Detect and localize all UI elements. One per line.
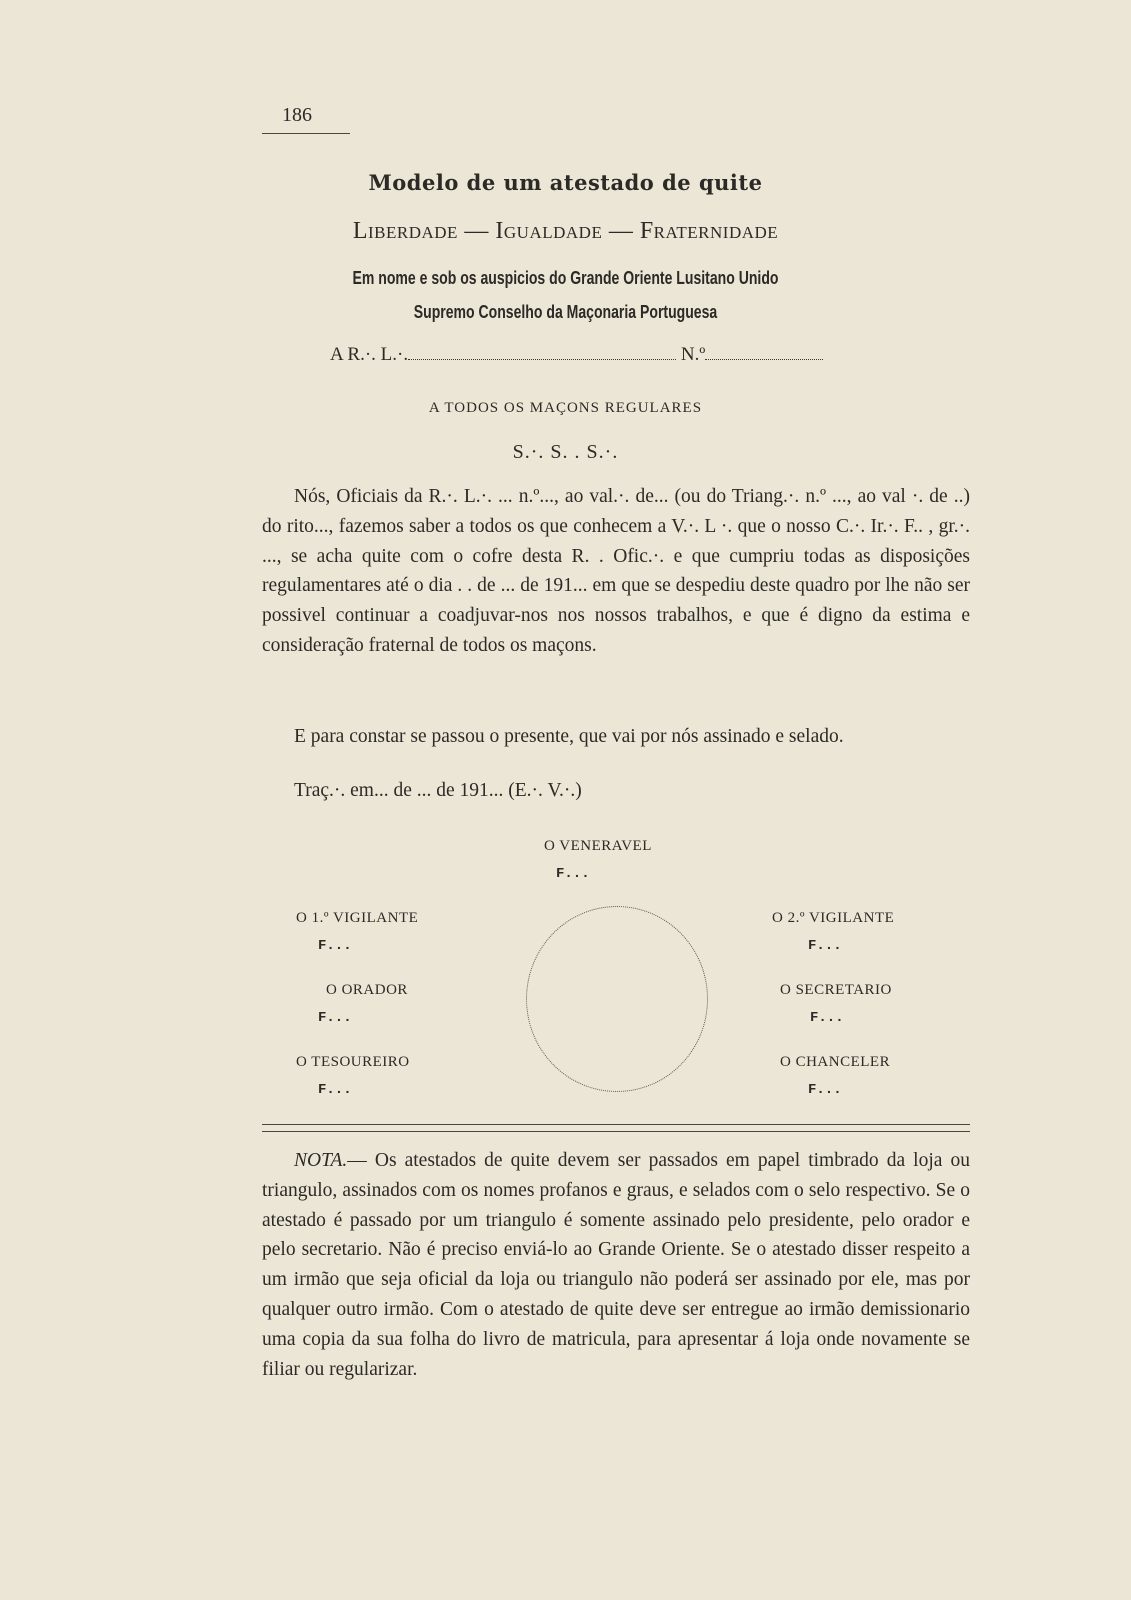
greeting: S.·. S. . S.·. (512, 441, 619, 463)
orator-role: O ORADOR (326, 982, 408, 998)
first-warden-name: F... (318, 938, 352, 954)
secretary-role: O SECRETARIO (780, 982, 892, 998)
second-warden-role: O 2.º VIGILANTE (772, 910, 895, 926)
lodge-number-blank (705, 345, 823, 360)
seal-circle (526, 906, 708, 1092)
divider-rule (262, 1131, 970, 1132)
page-number-rule (262, 133, 350, 134)
first-warden-role: O 1.º VIGILANTE (296, 910, 419, 926)
certificate-paragraph-2 (262, 722, 970, 752)
orator-name: F... (318, 1010, 352, 1026)
paragraph-text: E para constar se passou o presente, que vai por nós assinado e selado. (294, 726, 844, 747)
lodge-blank (408, 345, 676, 360)
note-block (262, 1146, 970, 1384)
note-text: — Os atestados de quite devem ser passados em papel timbrado da loja ou triangulo, assinados com os nomes profanos e graus, e selados com o selo respectivo. Se o atestado é passado por um triangulo é somente assinado pelo presidente, pelo orador e pelo secretario. Não é preciso enviá-lo ao Grande Oriente. Se o atestado disser respeito a um irmão que seja oficial da loja ou triangulo não poderá ser assinado por ele, mas por qualquer outro irmão. Com o atestado de quite deve ser entregue ao irmão demissionario uma copia da sua folha do livro de matricula, para apresentar á loja onde novamente se filiar ou regularizar. (262, 1150, 970, 1380)
second-warden-name: F... (808, 938, 842, 954)
lodge-number-label: N.º (680, 344, 706, 365)
chancellor-role: O CHANCELER (780, 1054, 891, 1070)
venerable-role: O VENERAVEL (544, 838, 652, 854)
dateline: Traç.·. em... de ... de 191... (E.·. V.·.) (294, 780, 582, 801)
treasurer-role: O TESOUREIRO (296, 1054, 410, 1070)
motto: Liberdade — Igualdade — Fraternidade (352, 218, 779, 244)
auspices-line-1: Em nome e sob os auspicios do Grande Oriente Lusitano Unido (352, 268, 779, 288)
venerable-name: F... (556, 866, 590, 882)
chancellor-name: F... (808, 1082, 842, 1098)
page-title: Modelo de um atestado de quite (368, 170, 763, 195)
salutation: A TODOS OS MAÇONS REGULARES (428, 400, 703, 416)
secretary-name: F... (810, 1010, 844, 1026)
certificate-paragraph-1 (262, 482, 970, 661)
page-number: 186 (282, 104, 312, 126)
lodge-label: A R.·. L.·. (330, 344, 409, 365)
auspices-line-2: Supremo Conselho da Maçonaria Portuguesa (413, 302, 718, 322)
lodge-line (330, 344, 823, 366)
divider-rule (262, 1124, 970, 1125)
paragraph-text: Nós, Oficiais da R.·. L.·. ... n.º..., ao val.·. de... (ou do Triang.·. n.º ..., ao val ·. de ..) do rito..., fazemos saber a todos os que conhecem a V.·. L ·. que o nosso C.·. Ir.·. F.. , gr.·. ..., se acha quite com o cofre desta R. . Ofic.·. e que cumpriu todas as disposições regulamentares até o dia . . de ... de 191... em que se despediu deste quadro por lhe não ser possivel continuar a coadjuvar-nos nos nossos trabalhos, e que é digno da estima e consideração fraternal de todos os maçons. (262, 486, 970, 656)
note-label: NOTA. (294, 1150, 348, 1171)
treasurer-name: F... (318, 1082, 352, 1098)
